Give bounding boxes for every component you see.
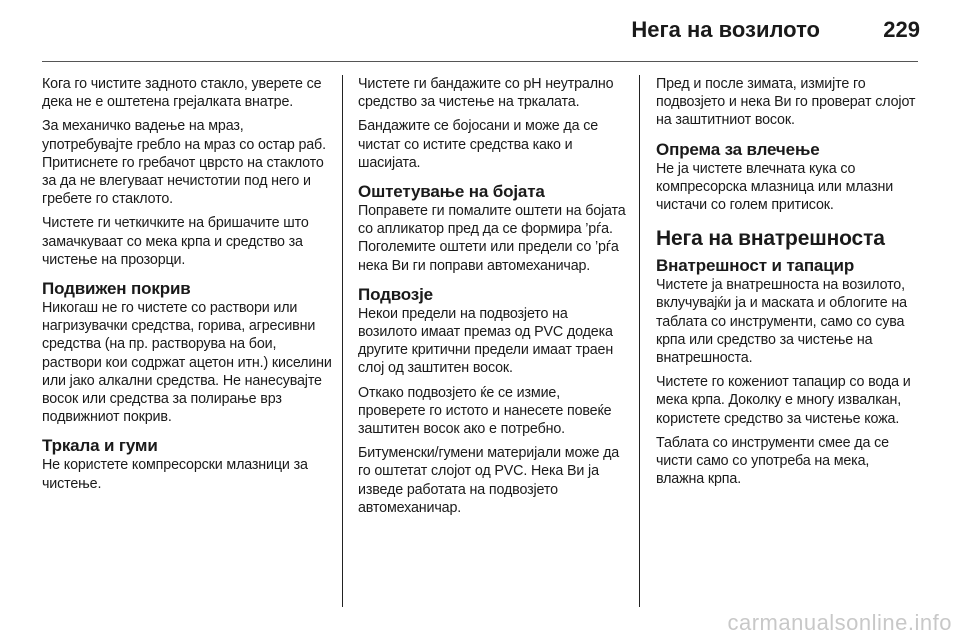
paragraph: За механичко вадење на мраз, употребувајте гребло на мраз со остар раб. Притиснете го гребачот цврсто на стаклото за да не влегуваат нечистотии под него и гребете го стаклото. bbox=[42, 118, 326, 208]
paragraph: Чистете ги бандажите со pH неутрално средство за чистење на тркалата. bbox=[358, 76, 614, 111]
column-3 bbox=[656, 75, 920, 494]
paragraph: Не користете компресорски млазници за чистење. bbox=[42, 457, 308, 492]
paragraph: Откако подвозјето ќе се измие, проверете го истото и нанесете повеќе заштитен восок ако е потребно. bbox=[358, 384, 612, 438]
column-1 bbox=[42, 75, 332, 499]
paragraph: Чистете ја внатрешноста на возилото, вклучувајќи ја и маската и облогите на таблата со инструменти, само со сува крпа или средство за чистење на внатрешноста. bbox=[656, 277, 907, 367]
page-title: Нега на возилото bbox=[631, 17, 820, 42]
paragraph: Некои предели на подвозјето на возилото имаат премаз од PVC додека другите критични предели имаат траен слој од заштитен восок. bbox=[358, 305, 614, 377]
section-heading-sunroof: Подвижен покрив bbox=[42, 279, 191, 299]
paragraph: Чистете го кожениот тапацир со вода и мека крпа. Доколку е многу извалкан, користете средство за чистење кожа. bbox=[656, 374, 911, 427]
paragraph: Битуменски/гумени материјали може да го оштетат слојот од PVC. Нека Ви ја изведе работата на подвозјето автомеханичар. bbox=[358, 445, 620, 516]
paragraph: Кога го чистите задното стакло, уверете се дека не е оштетена грејалката внатре. bbox=[42, 76, 322, 111]
column-2 bbox=[358, 75, 630, 523]
page-header bbox=[0, 0, 960, 60]
paragraph: Никогаш не го чистете со раствори или нагризувачки средства, горива, агресивни средства (на пр. растворува на бои, раствори кои содржат ацетон итн.) киселини или јако алкални средства. Не нанесувајте восок или средства за полирање врз подвижниот покрив. bbox=[42, 300, 332, 426]
paragraph: Не ја чистете влечната кука со компресорска млазница или млазни чистачи со голем притисок. bbox=[656, 160, 894, 214]
paragraph: Бандажите се бојосани и може да се чистат со истите средства како и шасијата. bbox=[358, 118, 599, 171]
paragraph: Чистете ги четкичките на бришачите што замачкуваат со мека крпа и средство за чистење на прозорци. bbox=[42, 215, 309, 268]
paragraph: Таблата со инструменти смее да се чисти само со употреба на мека, влажна крпа. bbox=[656, 434, 889, 488]
paragraph: Поправете ги помалите оштети на бојата со апликатор пред да се формира ’рѓа. Поголемите оштети или предели со ’рѓа нека Ви ги поправи автомеханичар. bbox=[358, 203, 626, 274]
section-heading-upholstery: Внатрешност и тапацир bbox=[656, 256, 855, 276]
page-number: 229 bbox=[883, 17, 920, 42]
column-divider bbox=[639, 75, 640, 607]
column-divider bbox=[342, 75, 343, 607]
section-heading-underbody: Подвозје bbox=[358, 284, 433, 304]
paragraph: Пред и после зимата, измијте го подвозјето и нека Ви го проверат слојот на заштитниот восок. bbox=[656, 76, 916, 129]
watermark: carmanualsonline.info bbox=[727, 610, 952, 635]
header-divider bbox=[42, 61, 918, 62]
section-heading-towing: Опрема за влечење bbox=[656, 139, 820, 159]
section-heading-paint: Оштетување на бојата bbox=[358, 182, 545, 202]
section-heading-wheels: Тркала и гуми bbox=[42, 436, 158, 456]
chapter-heading-interior: Нега на внатрешноста bbox=[656, 227, 885, 251]
